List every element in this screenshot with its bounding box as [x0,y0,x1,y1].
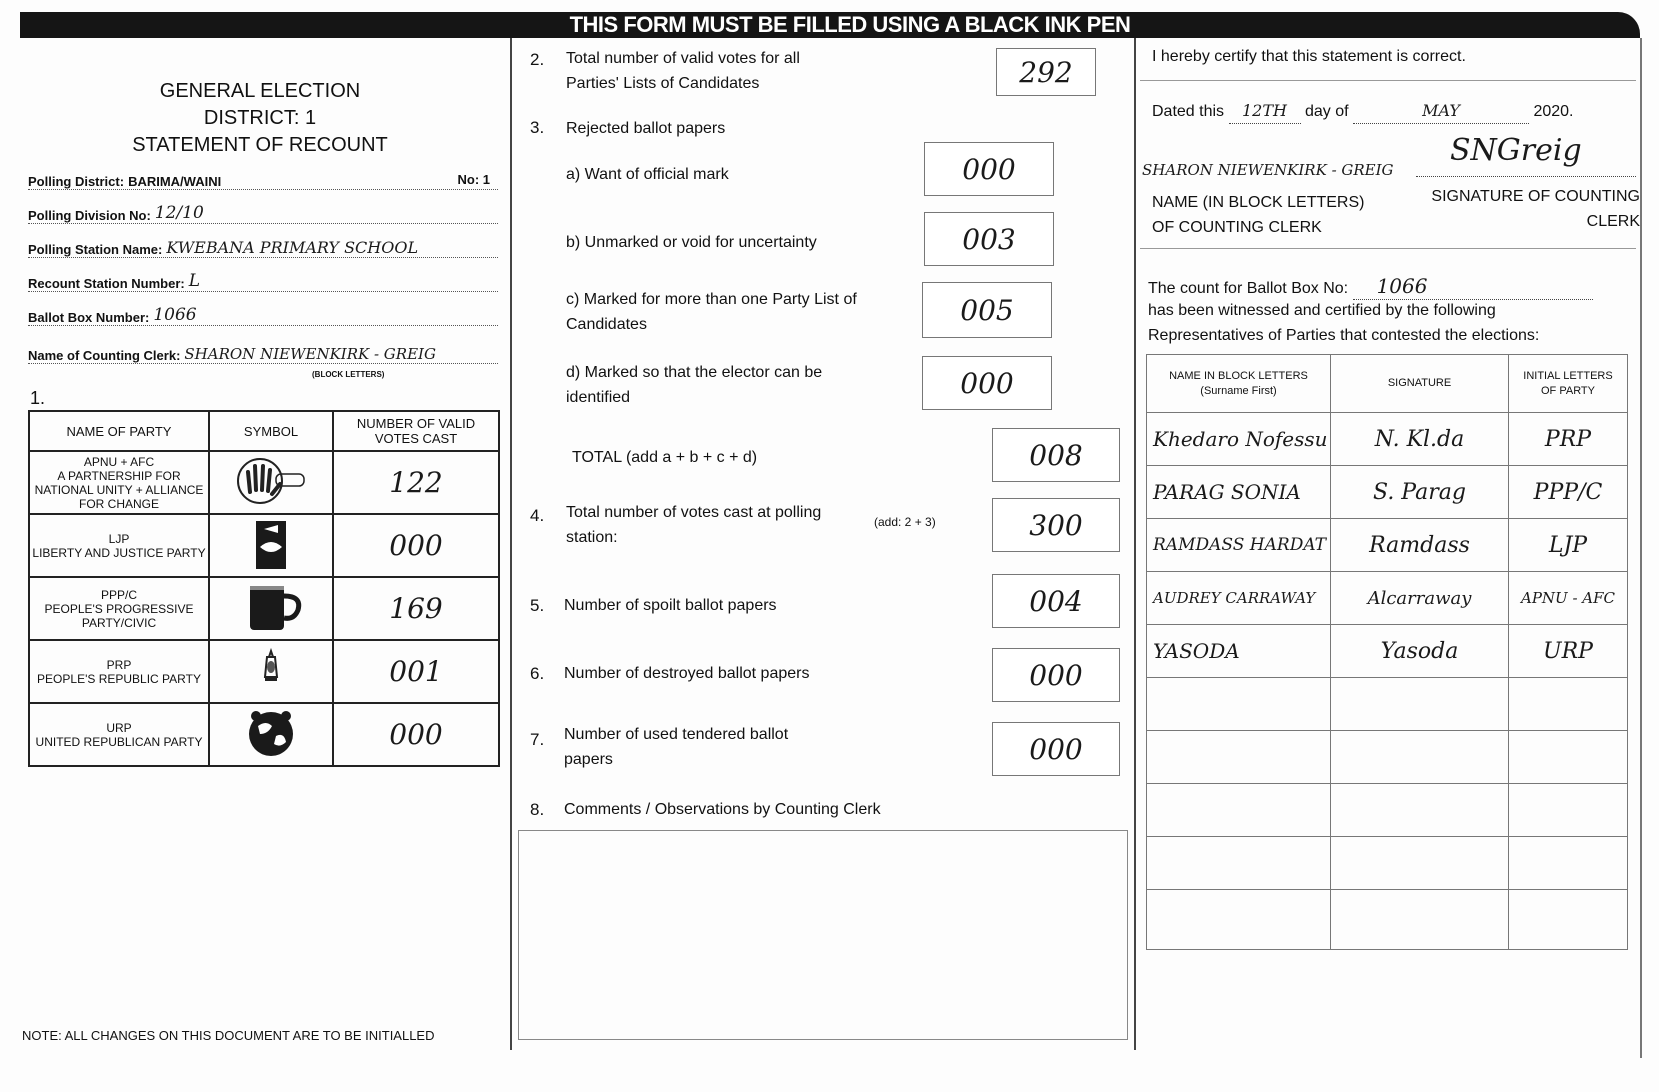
header-rep-name-line2: (Surname First) [1200,384,1277,397]
rejected-d-line1: d) Marked so that the elector can be [566,364,823,381]
clerk-signature: SNGreig [1450,133,1582,168]
counting-clerk-field [28,340,498,364]
rep-party: PRP [1509,413,1628,466]
polling-district-field [28,166,498,190]
count-prefix: The count for Ballot Box No: [1148,280,1349,297]
signature-label1: SIGNATURE OF COUNTING [1431,188,1640,205]
section-7-number: 7. [530,730,545,749]
rep-signature: Ramdass [1331,519,1509,572]
certify-statement: I hereby certify that this statement is correct. [1152,48,1466,65]
section-5-number: 5. [530,596,545,615]
ballot-box-label: Ballot Box Number: [28,310,150,325]
counting-clerk-label: Name of Counting Clerk: [28,348,181,363]
votes-prp: 001 [333,640,499,703]
title-line3: STATEMENT OF RECOUNT [132,134,388,156]
section-8-number: 8. [530,800,545,819]
section-6-label: Number of destroyed ballot papers [564,665,810,682]
header-rep-party [1509,355,1628,413]
party-name: PEOPLE'S PROGRESSIVE PARTY/CIVIC [44,601,194,630]
witness-line1: has been witnessed and certified by the following [1148,302,1496,319]
rep-party: APNU - AFC [1509,572,1628,625]
handshake-icon [236,517,306,571]
section-7-label [564,722,788,772]
rejected-total-label: TOTAL (add a + b + c + d) [572,449,758,466]
polling-station-value: KWEBANA PRIMARY SCHOOL [166,238,419,257]
divider-right [1134,38,1136,1050]
header-rep-signature: SIGNATURE [1331,355,1509,413]
party-abbr: PRP [106,657,132,672]
rejected-b-box: 003 [924,212,1054,266]
dated-year: 2020. [1533,103,1574,120]
signature-label [1418,184,1640,234]
rep-signature: Alcarraway [1331,572,1509,625]
clerk-name-label2: OF COUNTING CLERK [1152,219,1322,236]
clerk-name-label [1152,190,1364,240]
section-4-label [566,500,821,550]
hand-icon [236,454,306,508]
representatives-table [1146,354,1628,950]
footer-note: NOTE: ALL CHANGES ON THIS DOCUMENT ARE TO BE INITIALLED [22,1028,435,1043]
count-value: 1066 [1353,274,1593,300]
votes-pppc: 169 [333,577,499,640]
section-2-number: 2. [530,50,545,69]
polling-district-no: No: 1 [457,172,490,187]
section-2-label [566,46,800,96]
rejected-c-line1: c) Marked for more than one Party List of [566,291,857,308]
table-row [1147,678,1628,731]
divider-edge [1640,38,1642,1058]
table-row [1147,731,1628,784]
dated-day: 12TH [1229,98,1301,124]
rep-name: RAMDASS HARDAT [1147,519,1331,572]
section-6-number: 6. [530,664,545,683]
globe-icon [236,706,306,760]
dated-prefix: Dated this [1152,103,1225,120]
signature-label2: CLERK [1586,213,1640,230]
rep-party: LJP [1509,519,1628,572]
header-party: NAME OF PARTY [29,411,209,451]
dated-mid: day of [1304,103,1349,120]
rejected-d-box: 000 [922,356,1052,410]
rejected-b-label: b) Unmarked or void for uncertainty [566,234,817,251]
rejected-c-line2: Candidates [566,316,647,333]
party-abbr: LJP [108,531,130,546]
section-4-add-note: (add: 2 + 3) [874,515,936,529]
table-row [1147,466,1628,519]
ballot-box-value: 1066 [153,305,197,325]
rep-signature: Yasoda [1331,625,1509,678]
clerk-divider [1140,248,1636,249]
table-row [1147,519,1628,572]
table-row [29,577,499,640]
total-votes-box: 300 [992,498,1120,552]
section-7-line1: Number of used tendered ballot [564,726,789,743]
polling-division-field [28,200,498,224]
rep-name: PARAG SONIA [1147,466,1331,519]
rep-signature: S. Parag [1331,466,1509,519]
polling-division-value: 12/10 [154,203,204,223]
table-row [1147,413,1628,466]
rep-name: AUDREY CARRAWAY [1147,572,1331,625]
rejected-c-label [566,287,857,337]
block-letters-note: (BLOCK LETTERS) [312,370,385,379]
header-rep-party-line2: OF PARTY [1541,384,1595,397]
rep-party: PPP/C [1509,466,1628,519]
votes-ljp: 000 [333,514,499,577]
ballot-box-field [28,302,498,326]
polling-station-field [28,234,498,258]
table-row [1147,625,1628,678]
section-5-label: Number of spoilt ballot papers [564,597,777,614]
cup-icon [236,580,306,634]
banner [20,12,1640,38]
witness-line2: Representatives of Parties that contested the elections: [1148,327,1540,344]
party-name: PEOPLE'S REPUBLIC PARTY [37,671,201,686]
rejected-d-label [566,360,822,410]
votes-urp: 000 [333,703,499,766]
count-line [1148,274,1593,301]
party-name: UNITED REPUBLICAN PARTY [35,734,203,749]
certify-divider [1140,80,1636,81]
party-name: LIBERTY AND JUSTICE PARTY [32,545,206,560]
rejected-c-box: 005 [922,282,1052,338]
section-3-number: 3. [530,118,545,137]
party-table-header [29,411,499,451]
form-title [100,78,420,159]
rep-signature: N. Kl.da [1331,413,1509,466]
polling-division-label: Polling Division No: [28,208,151,223]
header-symbol: SYMBOL [209,411,333,451]
party-name: A PARTNERSHIP FOR NATIONAL UNITY + ALLIANCE FOR CHANGE [34,468,204,511]
polling-district-value: BARIMA/WAINI [128,174,222,189]
section-1-number: 1. [30,388,46,408]
clerk-name-value: SHARON NIEWENKIRK - GREIG [1142,161,1394,179]
section-4-line2: station: [566,529,618,546]
dated-month: MAY [1353,98,1529,124]
rejected-a-label: a) Want of official mark [566,166,729,183]
rep-name: YASODA [1147,625,1331,678]
table-row [1147,784,1628,837]
signature-line [1416,176,1636,177]
title-line1: GENERAL ELECTION [159,80,361,102]
section-7-line2: papers [564,751,613,768]
header-rep-name [1147,355,1331,413]
party-abbr: PPP/C [100,587,137,602]
polling-district-label: Polling District: [28,174,125,189]
reps-table-header [1147,355,1628,413]
table-row [29,640,499,703]
header-rep-party-line1: INITIAL LETTERS [1523,369,1613,382]
counting-clerk-value: SHARON NIEWENKIRK - GREIG [184,345,436,363]
rejected-a-box: 000 [924,142,1054,196]
lamp-icon [236,643,306,697]
section-3-label: Rejected ballot papers [566,120,726,137]
section-4-number: 4. [530,506,545,525]
votes-apnu-afc: 122 [333,451,499,514]
valid-votes-box: 292 [996,48,1096,96]
witness-text [1148,298,1539,348]
section-2-line1: Total number of valid votes for all [566,50,800,67]
table-row [29,514,499,577]
banner-text: THIS FORM MUST BE FILLED USING A BLACK INK PEN [569,12,1131,37]
header-rep-name-line1: NAME IN BLOCK LETTERS [1169,369,1308,382]
table-row [1147,837,1628,890]
rejected-total-box: 008 [992,428,1120,482]
section-2-line2: Parties' Lists of Candidates [566,75,760,92]
recount-station-field [28,268,498,292]
title-line2: DISTRICT: 1 [203,107,317,129]
party-abbr: URP [106,720,132,735]
dated-line [1152,98,1574,124]
tendered-box: 000 [992,722,1120,776]
recount-station-label: Recount Station Number: [28,276,185,291]
divider-left [510,38,512,1050]
rejected-d-line2: identified [566,389,631,406]
section-8-label: Comments / Observations by Counting Clerk [564,801,881,818]
table-row [29,703,499,766]
spoilt-box: 004 [992,574,1120,628]
table-row [1147,572,1628,625]
polling-station-label: Polling Station Name: [28,242,163,257]
rep-party: URP [1509,625,1628,678]
clerk-name-label1: NAME (IN BLOCK LETTERS) [1152,194,1365,211]
section-4-line1: Total number of votes cast at polling [566,504,822,521]
header-votes: NUMBER OF VALID VOTES CAST [333,411,499,451]
table-row [29,451,499,514]
table-row [1147,890,1628,950]
party-votes-table [28,410,500,767]
recount-station-value: L [188,271,201,291]
comments-box [518,830,1128,1040]
party-abbr: APNU + AFC [83,454,155,469]
rep-name: Khedaro Nofessu [1147,413,1331,466]
destroyed-box: 000 [992,648,1120,702]
